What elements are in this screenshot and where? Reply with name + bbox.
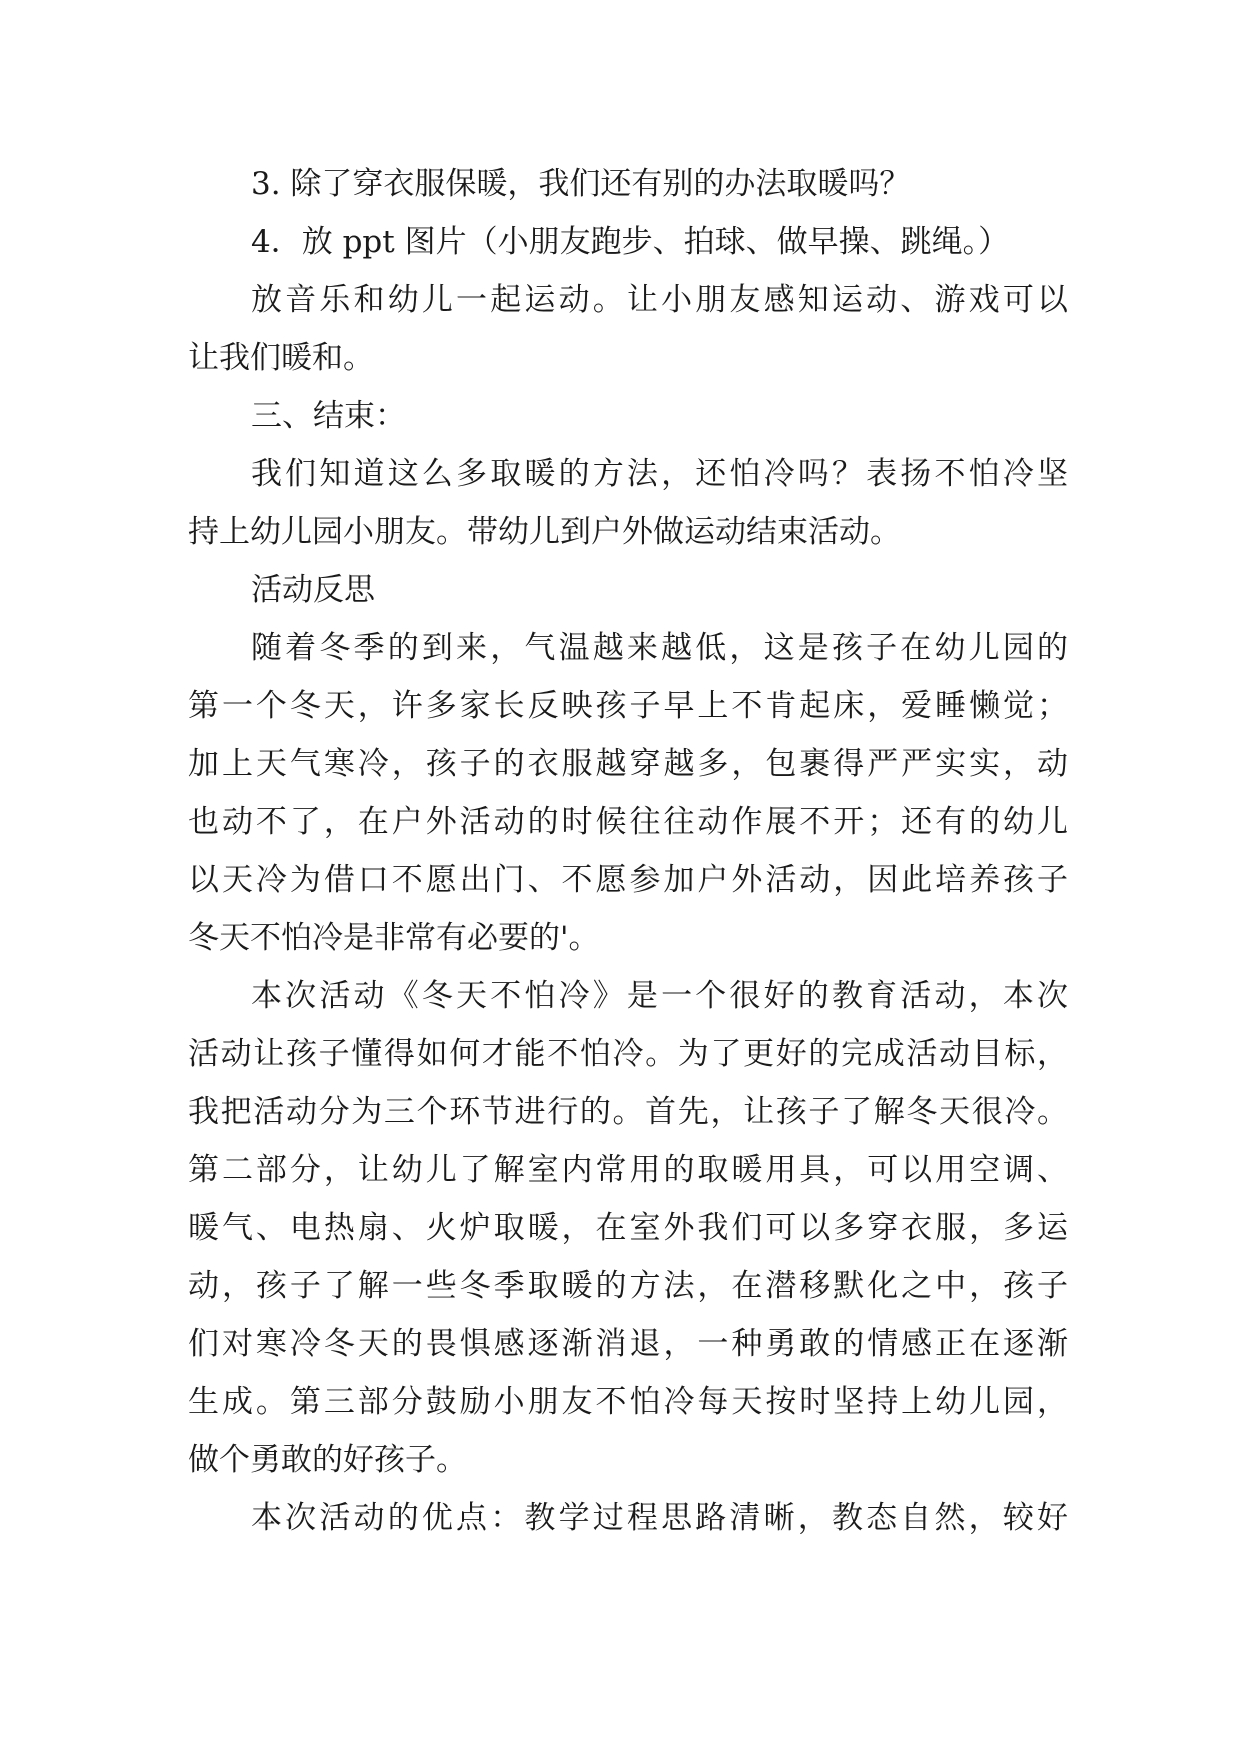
text-line: 随着冬季的到来，气温越来越低，这是孩子在幼儿园的	[251, 630, 1068, 666]
text-line: 加上天气寒冷，孩子的衣服越穿越多，包裹得严严实实，动	[188, 746, 1068, 782]
text-line: 做个勇敢的好孩子。	[188, 1442, 467, 1478]
text-line: 我把活动分为三个环节进行的。首先，让孩子了解冬天很冷。	[188, 1094, 1068, 1130]
section-heading: 三、结束：	[251, 398, 406, 434]
text-line: 暖气、电热扇、火炉取暖，在室外我们可以多穿衣服，多运	[188, 1210, 1068, 1246]
text-line: 让我们暖和。	[188, 340, 374, 376]
text-line: 活动让孩子懂得如何才能不怕冷。为了更好的完成活动目标，	[188, 1036, 1068, 1072]
text-line: 动，孩子了解一些冬季取暖的方法，在潜移默化之中，孩子	[188, 1268, 1068, 1304]
text-line: 冬天不怕冷是非常有必要的'。	[188, 920, 600, 956]
text-line: 也动不了，在户外活动的时候往往动作展不开；还有的幼儿	[188, 804, 1068, 840]
text-line: 本次活动《冬天不怕冷》是一个很好的教育活动，本次	[251, 978, 1068, 1014]
text-line: 们对寒冷冬天的畏惧感逐渐消退，一种勇敢的情感正在逐渐	[188, 1326, 1068, 1362]
text-line: 3. 除了穿衣服保暖，我们还有别的办法取暖吗？	[251, 166, 911, 202]
text-line: 持上幼儿园小朋友。带幼儿到户外做运动结束活动。	[188, 514, 901, 550]
text-line: 4．放 ppt 图片（小朋友跑步、拍球、做早操、跳绳。）	[251, 224, 1010, 260]
text-line: 本次活动的优点：教学过程思路清晰，教态自然，较好	[251, 1500, 1068, 1536]
text-line: 放音乐和幼儿一起运动。让小朋友感知运动、游戏可以	[251, 282, 1068, 318]
text-line: 以天冷为借口不愿出门、不愿参加户外活动，因此培养孩子	[188, 862, 1068, 898]
text-line: 第一个冬天，许多家长反映孩子早上不肯起床，爱睡懒觉；	[188, 688, 1068, 724]
text-line: 我们知道这么多取暖的方法，还怕冷吗？表扬不怕冷坚	[251, 456, 1068, 492]
text-line: 生成。第三部分鼓励小朋友不怕冷每天按时坚持上幼儿园，	[188, 1384, 1068, 1420]
section-heading: 活动反思	[251, 572, 375, 608]
text-line: 第二部分，让幼儿了解室内常用的取暖用具，可以用空调、	[188, 1152, 1068, 1188]
